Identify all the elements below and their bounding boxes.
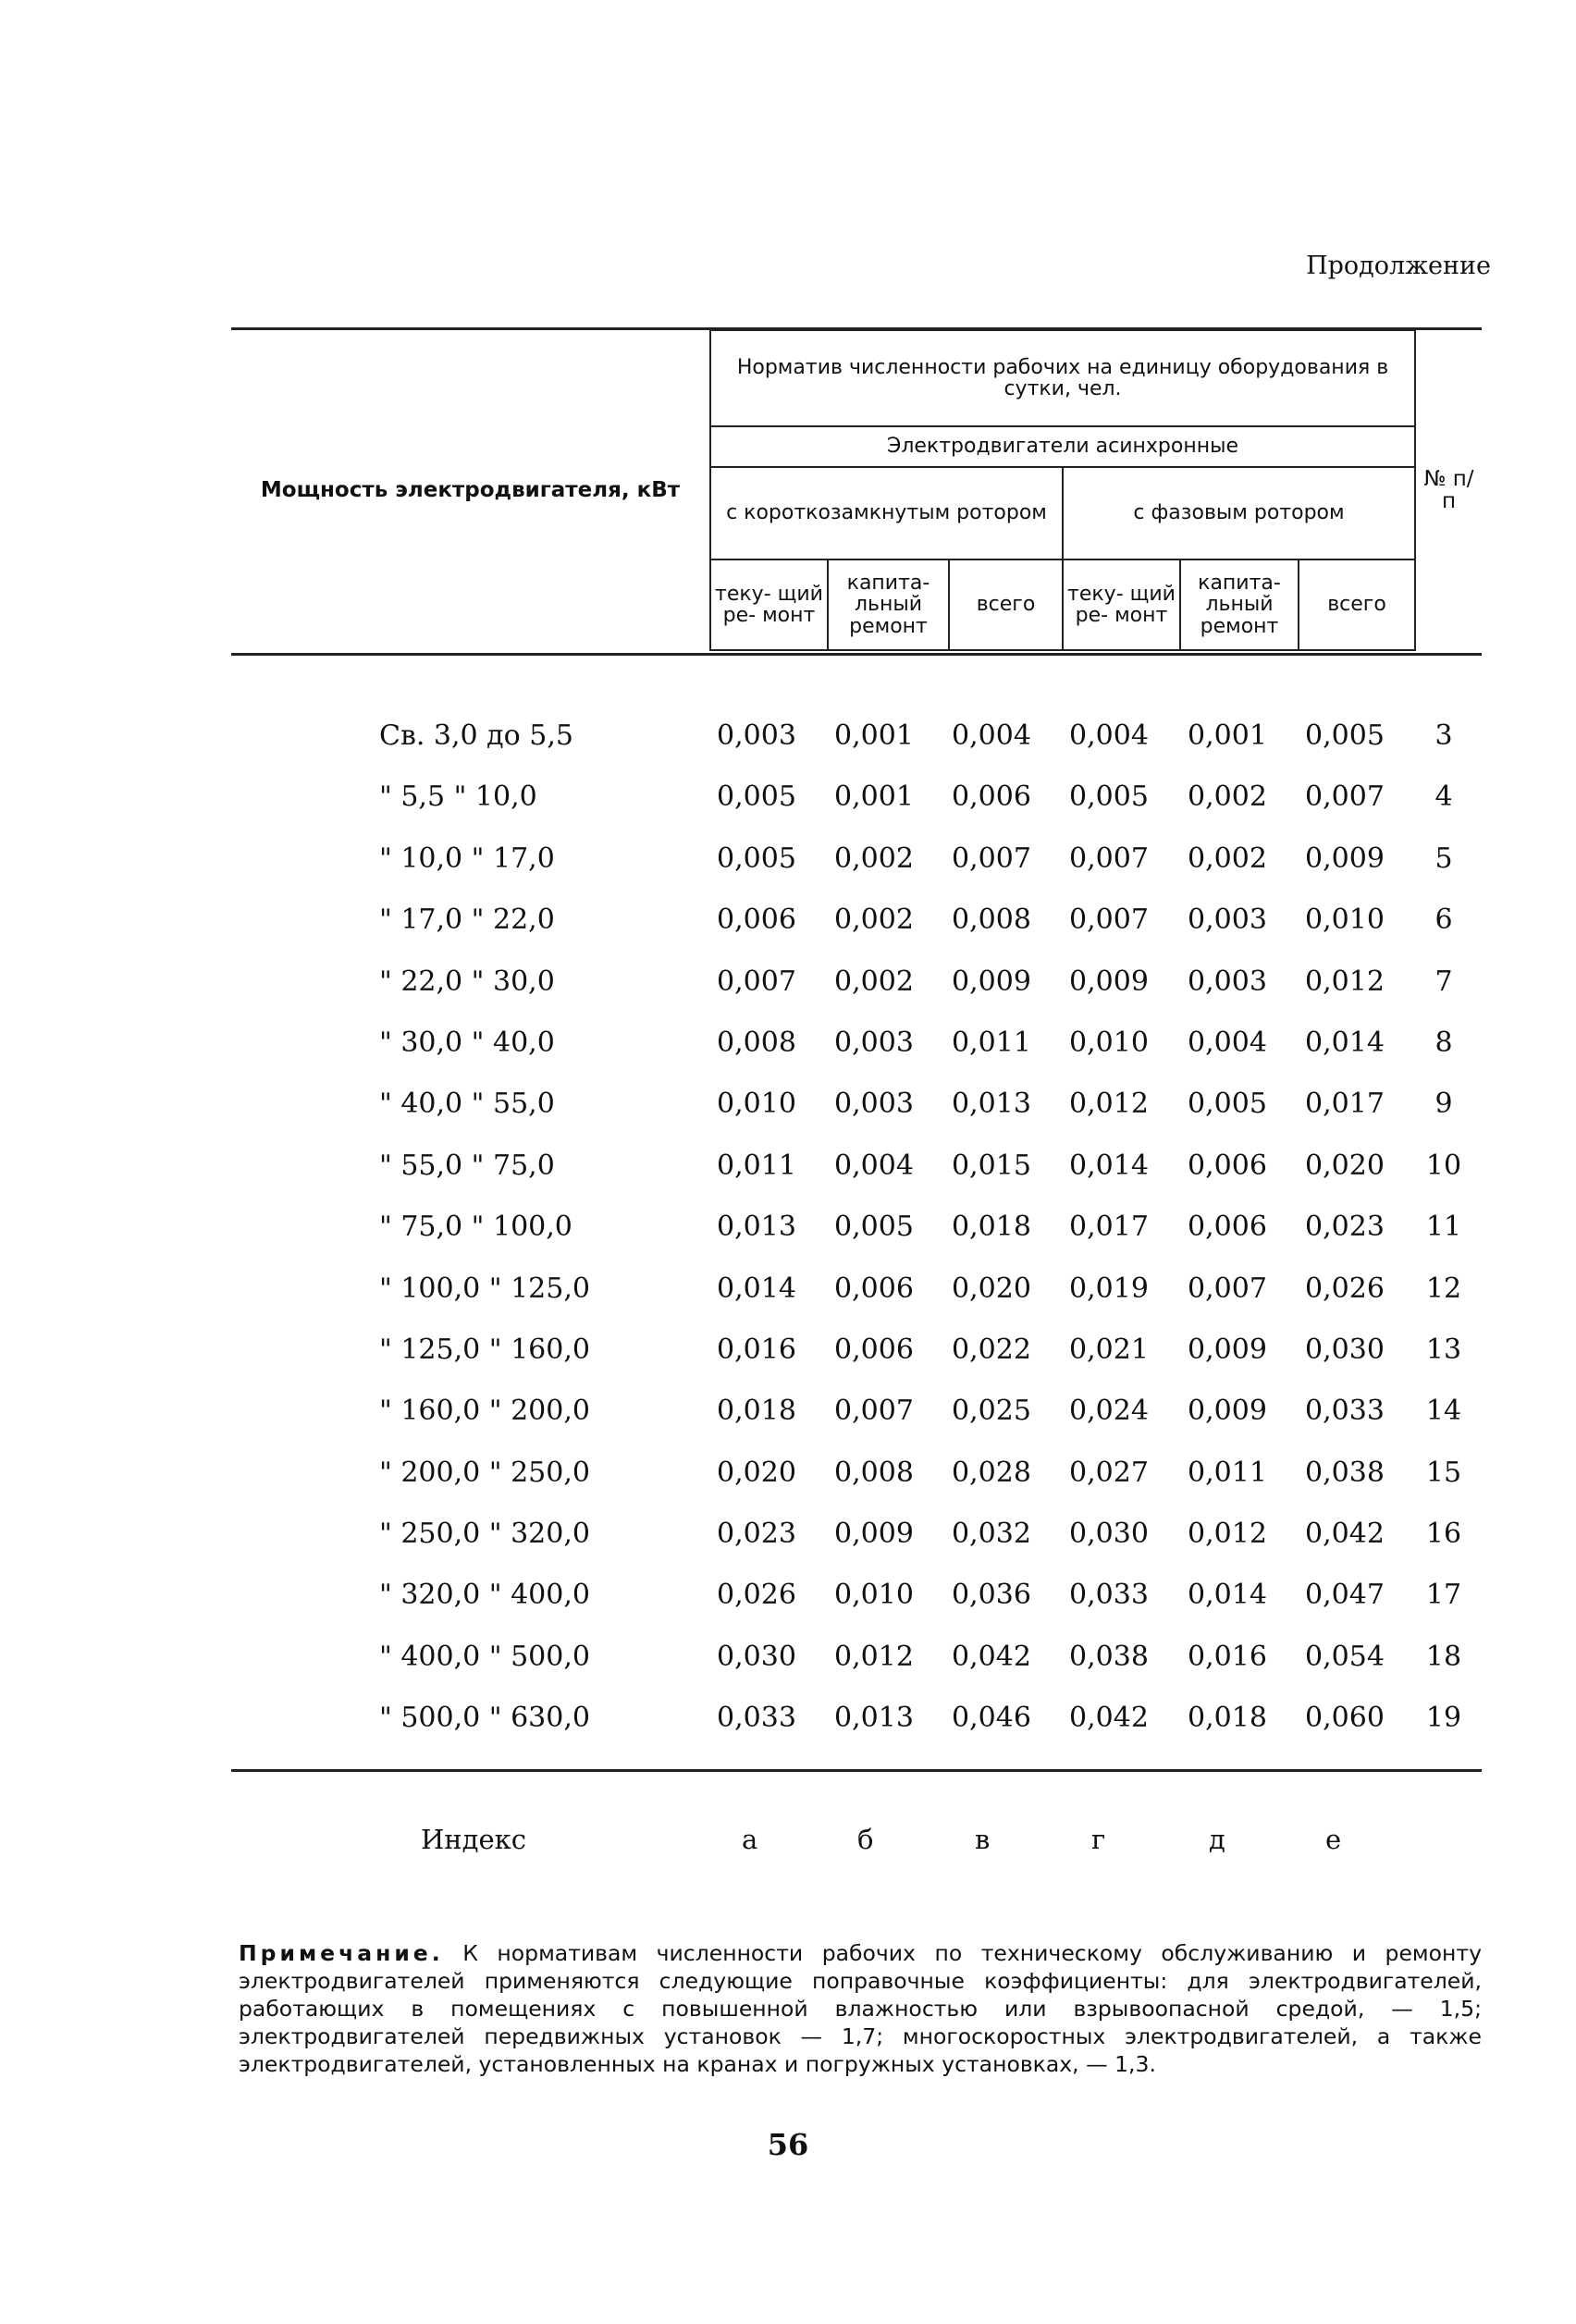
row-number-cell: 11 bbox=[1425, 1211, 1462, 1244]
value-cell: 0,007 bbox=[717, 965, 796, 998]
squirrel-cage-header: с короткозамкнутым ротором bbox=[710, 467, 1063, 559]
value-cell: 0,017 bbox=[1305, 1088, 1385, 1121]
value-cell: 0,011 bbox=[1188, 1456, 1267, 1489]
index-letter: б bbox=[857, 1824, 874, 1855]
value-cell: 0,010 bbox=[717, 1088, 796, 1121]
value-cell: 0,005 bbox=[717, 781, 796, 814]
row-number-cell: 13 bbox=[1425, 1333, 1462, 1366]
value-cell: 0,018 bbox=[952, 1211, 1031, 1244]
row-number-cell: 4 bbox=[1434, 781, 1453, 814]
value-cell: 0,022 bbox=[952, 1333, 1031, 1366]
sub-header-total: всего bbox=[949, 559, 1063, 650]
index-letter: а bbox=[742, 1824, 758, 1855]
table-row bbox=[231, 1689, 1482, 1750]
row-number-cell: 15 bbox=[1425, 1456, 1462, 1489]
value-cell: 0,042 bbox=[1305, 1518, 1385, 1551]
value-cell: 0,038 bbox=[1305, 1456, 1385, 1489]
value-cell: 0,016 bbox=[1188, 1640, 1267, 1673]
value-cell: 0,002 bbox=[1188, 781, 1267, 814]
value-cell: 0,060 bbox=[1305, 1702, 1385, 1735]
value-cell: 0,007 bbox=[1069, 842, 1149, 875]
value-cell: 0,014 bbox=[1305, 1026, 1385, 1059]
index-letter: д bbox=[1209, 1824, 1225, 1855]
number-column-header: № п/п bbox=[1415, 330, 1482, 650]
value-cell: 0,005 bbox=[717, 842, 796, 875]
value-cell: 0,042 bbox=[952, 1640, 1031, 1673]
index-row bbox=[231, 1824, 1482, 1870]
value-cell: 0,007 bbox=[952, 842, 1031, 875]
row-number-cell: 17 bbox=[1425, 1579, 1462, 1612]
power-range-cell: " 320,0 " 400,0 bbox=[379, 1579, 590, 1612]
value-cell: 0,018 bbox=[717, 1395, 796, 1428]
value-cell: 0,010 bbox=[1305, 904, 1385, 937]
index-letter: г bbox=[1091, 1824, 1106, 1855]
value-cell: 0,025 bbox=[952, 1395, 1031, 1428]
value-cell: 0,002 bbox=[1188, 842, 1267, 875]
value-cell: 0,010 bbox=[1069, 1026, 1149, 1059]
value-cell: 0,028 bbox=[952, 1456, 1031, 1489]
value-cell: 0,006 bbox=[952, 781, 1031, 814]
table-row bbox=[231, 1382, 1482, 1443]
sub-header-current-repair: теку- щий ре- монт bbox=[710, 559, 828, 650]
sub-header-capital-repair: капита- льный ремонт bbox=[1180, 559, 1299, 650]
table-row bbox=[231, 1198, 1482, 1259]
row-number-cell: 12 bbox=[1425, 1272, 1462, 1305]
header-bottom-rule bbox=[231, 653, 1482, 656]
value-cell: 0,020 bbox=[1305, 1149, 1385, 1182]
power-range-cell: " 17,0 " 22,0 bbox=[379, 904, 555, 937]
power-range-cell: " 250,0 " 320,0 bbox=[379, 1518, 590, 1551]
value-cell: 0,002 bbox=[834, 904, 914, 937]
value-cell: 0,012 bbox=[1305, 965, 1385, 998]
value-cell: 0,010 bbox=[834, 1579, 914, 1612]
power-range-cell: " 40,0 " 55,0 bbox=[379, 1088, 555, 1121]
table-row bbox=[231, 830, 1482, 891]
value-cell: 0,026 bbox=[1305, 1272, 1385, 1305]
table-row bbox=[231, 1014, 1482, 1075]
row-number-cell: 7 bbox=[1434, 965, 1453, 998]
value-cell: 0,003 bbox=[834, 1088, 914, 1121]
value-cell: 0,014 bbox=[1188, 1579, 1267, 1612]
value-cell: 0,005 bbox=[1188, 1088, 1267, 1121]
value-cell: 0,001 bbox=[834, 719, 914, 752]
row-number-cell: 8 bbox=[1434, 1026, 1453, 1059]
power-column-header: Мощность электродвигателя, кВт bbox=[231, 330, 710, 650]
value-cell: 0,030 bbox=[1069, 1518, 1149, 1551]
value-cell: 0,007 bbox=[834, 1395, 914, 1428]
value-cell: 0,006 bbox=[1188, 1149, 1267, 1182]
value-cell: 0,006 bbox=[834, 1272, 914, 1305]
table-row bbox=[231, 1075, 1482, 1136]
power-range-cell: Св. 3,0 до 5,5 bbox=[379, 719, 573, 752]
row-number-cell: 18 bbox=[1425, 1640, 1462, 1673]
value-cell: 0,054 bbox=[1305, 1640, 1385, 1673]
table-row bbox=[231, 1444, 1482, 1505]
table-header bbox=[231, 329, 1482, 651]
value-cell: 0,020 bbox=[717, 1456, 796, 1489]
value-cell: 0,033 bbox=[1305, 1395, 1385, 1428]
value-cell: 0,001 bbox=[1188, 719, 1267, 752]
row-number-cell: 10 bbox=[1425, 1149, 1462, 1182]
value-cell: 0,023 bbox=[717, 1518, 796, 1551]
value-cell: 0,003 bbox=[1188, 965, 1267, 998]
sub-header-capital-repair: капита- льный ремонт bbox=[828, 559, 949, 650]
table-row bbox=[231, 1137, 1482, 1198]
value-cell: 0,008 bbox=[834, 1456, 914, 1489]
value-cell: 0,006 bbox=[834, 1333, 914, 1366]
power-range-cell: " 10,0 " 17,0 bbox=[379, 842, 555, 875]
value-cell: 0,014 bbox=[1069, 1149, 1149, 1182]
value-cell: 0,018 bbox=[1188, 1702, 1267, 1735]
page-number: 56 bbox=[767, 2127, 809, 2162]
continuation-label: Продолжение bbox=[1306, 252, 1491, 280]
value-cell: 0,013 bbox=[717, 1211, 796, 1244]
power-range-cell: " 200,0 " 250,0 bbox=[379, 1456, 590, 1489]
value-cell: 0,007 bbox=[1188, 1272, 1267, 1305]
table-row bbox=[231, 891, 1482, 952]
row-number-cell: 19 bbox=[1425, 1702, 1462, 1735]
sub-header-total: всего bbox=[1299, 559, 1415, 650]
power-range-cell: " 5,5 " 10,0 bbox=[379, 781, 537, 814]
value-cell: 0,021 bbox=[1069, 1333, 1149, 1366]
table-bottom-rule bbox=[231, 1769, 1482, 1772]
value-cell: 0,030 bbox=[1305, 1333, 1385, 1366]
value-cell: 0,002 bbox=[834, 965, 914, 998]
row-number-cell: 5 bbox=[1434, 842, 1453, 875]
value-cell: 0,012 bbox=[1069, 1088, 1149, 1121]
value-cell: 0,001 bbox=[834, 781, 914, 814]
value-cell: 0,005 bbox=[1305, 719, 1385, 752]
table-row bbox=[231, 768, 1482, 829]
value-cell: 0,046 bbox=[952, 1702, 1031, 1735]
value-cell: 0,038 bbox=[1069, 1640, 1149, 1673]
value-cell: 0,012 bbox=[1188, 1518, 1267, 1551]
note-text: К нормативам численности рабочих по техническому обслуживанию и ремонту электродвигателей применяются следующие поправочные коэффициенты: для электродвигателей, работающих в помещениях с повышенной влажностью или взрывоопасной средой, — 1,5; электродвигателей передвижных установок — 1,7; многоскоростных электродвигателей, а также электродвигателей, установленных на кранах и погружных установках, — 1,3. bbox=[239, 1940, 1482, 2077]
value-cell: 0,036 bbox=[952, 1579, 1031, 1612]
value-cell: 0,023 bbox=[1305, 1211, 1385, 1244]
value-cell: 0,013 bbox=[952, 1088, 1031, 1121]
value-cell: 0,008 bbox=[717, 1026, 796, 1059]
value-cell: 0,042 bbox=[1069, 1702, 1149, 1735]
value-cell: 0,019 bbox=[1069, 1272, 1149, 1305]
table-row bbox=[231, 1566, 1482, 1627]
power-range-cell: " 22,0 " 30,0 bbox=[379, 965, 555, 998]
note-label: Примечание. bbox=[239, 1940, 444, 1966]
power-range-cell: " 30,0 " 40,0 bbox=[379, 1026, 555, 1059]
table-row bbox=[231, 1628, 1482, 1689]
value-cell: 0,009 bbox=[1069, 965, 1149, 998]
value-cell: 0,009 bbox=[1188, 1333, 1267, 1366]
value-cell: 0,003 bbox=[717, 719, 796, 752]
table-row bbox=[231, 953, 1482, 1014]
norm-title-header: Норматив численности рабочих на единицу оборудования в сутки, чел. bbox=[710, 330, 1415, 426]
power-range-cell: " 160,0 " 200,0 bbox=[379, 1395, 590, 1428]
row-number-cell: 6 bbox=[1434, 904, 1453, 937]
value-cell: 0,027 bbox=[1069, 1456, 1149, 1489]
value-cell: 0,003 bbox=[834, 1026, 914, 1059]
value-cell: 0,005 bbox=[1069, 781, 1149, 814]
value-cell: 0,032 bbox=[952, 1518, 1031, 1551]
index-letter: е bbox=[1325, 1824, 1342, 1855]
value-cell: 0,006 bbox=[717, 904, 796, 937]
value-cell: 0,009 bbox=[1305, 842, 1385, 875]
row-number-cell: 9 bbox=[1434, 1088, 1453, 1121]
value-cell: 0,014 bbox=[717, 1272, 796, 1305]
value-cell: 0,030 bbox=[717, 1640, 796, 1673]
value-cell: 0,026 bbox=[717, 1579, 796, 1612]
value-cell: 0,017 bbox=[1069, 1211, 1149, 1244]
value-cell: 0,003 bbox=[1188, 904, 1267, 937]
power-range-cell: " 100,0 " 125,0 bbox=[379, 1272, 590, 1305]
value-cell: 0,004 bbox=[834, 1149, 914, 1182]
value-cell: 0,013 bbox=[834, 1702, 914, 1735]
value-cell: 0,011 bbox=[717, 1149, 796, 1182]
value-cell: 0,009 bbox=[1188, 1395, 1267, 1428]
value-cell: 0,012 bbox=[834, 1640, 914, 1673]
power-range-cell: " 75,0 " 100,0 bbox=[379, 1211, 573, 1244]
table-row bbox=[231, 1321, 1482, 1382]
power-range-cell: " 400,0 " 500,0 bbox=[379, 1640, 590, 1673]
value-cell: 0,009 bbox=[952, 965, 1031, 998]
value-cell: 0,004 bbox=[952, 719, 1031, 752]
value-cell: 0,009 bbox=[834, 1518, 914, 1551]
sub-header-current-repair: теку- щий ре- монт bbox=[1063, 559, 1180, 650]
index-label: Индекс bbox=[421, 1824, 527, 1855]
table-body bbox=[231, 707, 1482, 1751]
value-cell: 0,006 bbox=[1188, 1211, 1267, 1244]
value-cell: 0,033 bbox=[717, 1702, 796, 1735]
power-range-cell: " 125,0 " 160,0 bbox=[379, 1333, 590, 1366]
value-cell: 0,005 bbox=[834, 1211, 914, 1244]
value-cell: 0,015 bbox=[952, 1149, 1031, 1182]
table-row bbox=[231, 707, 1482, 768]
value-cell: 0,011 bbox=[952, 1026, 1031, 1059]
value-cell: 0,002 bbox=[834, 842, 914, 875]
value-cell: 0,047 bbox=[1305, 1579, 1385, 1612]
value-cell: 0,016 bbox=[717, 1333, 796, 1366]
index-letter: в bbox=[975, 1824, 991, 1855]
row-number-cell: 16 bbox=[1425, 1518, 1462, 1551]
table-row bbox=[231, 1505, 1482, 1566]
value-cell: 0,020 bbox=[952, 1272, 1031, 1305]
value-cell: 0,004 bbox=[1069, 719, 1149, 752]
value-cell: 0,008 bbox=[952, 904, 1031, 937]
row-number-cell: 14 bbox=[1425, 1395, 1462, 1428]
value-cell: 0,004 bbox=[1188, 1026, 1267, 1059]
value-cell: 0,033 bbox=[1069, 1579, 1149, 1612]
value-cell: 0,007 bbox=[1305, 781, 1385, 814]
value-cell: 0,024 bbox=[1069, 1395, 1149, 1428]
footnote bbox=[239, 1939, 1482, 2078]
table-row bbox=[231, 1260, 1482, 1321]
phase-rotor-header: с фазовым ротором bbox=[1063, 467, 1415, 559]
row-number-cell: 3 bbox=[1434, 719, 1453, 752]
power-range-cell: " 55,0 " 75,0 bbox=[379, 1149, 555, 1182]
power-range-cell: " 500,0 " 630,0 bbox=[379, 1702, 590, 1735]
value-cell: 0,007 bbox=[1069, 904, 1149, 937]
motor-group-header: Электродвигатели асинхронные bbox=[710, 426, 1415, 467]
